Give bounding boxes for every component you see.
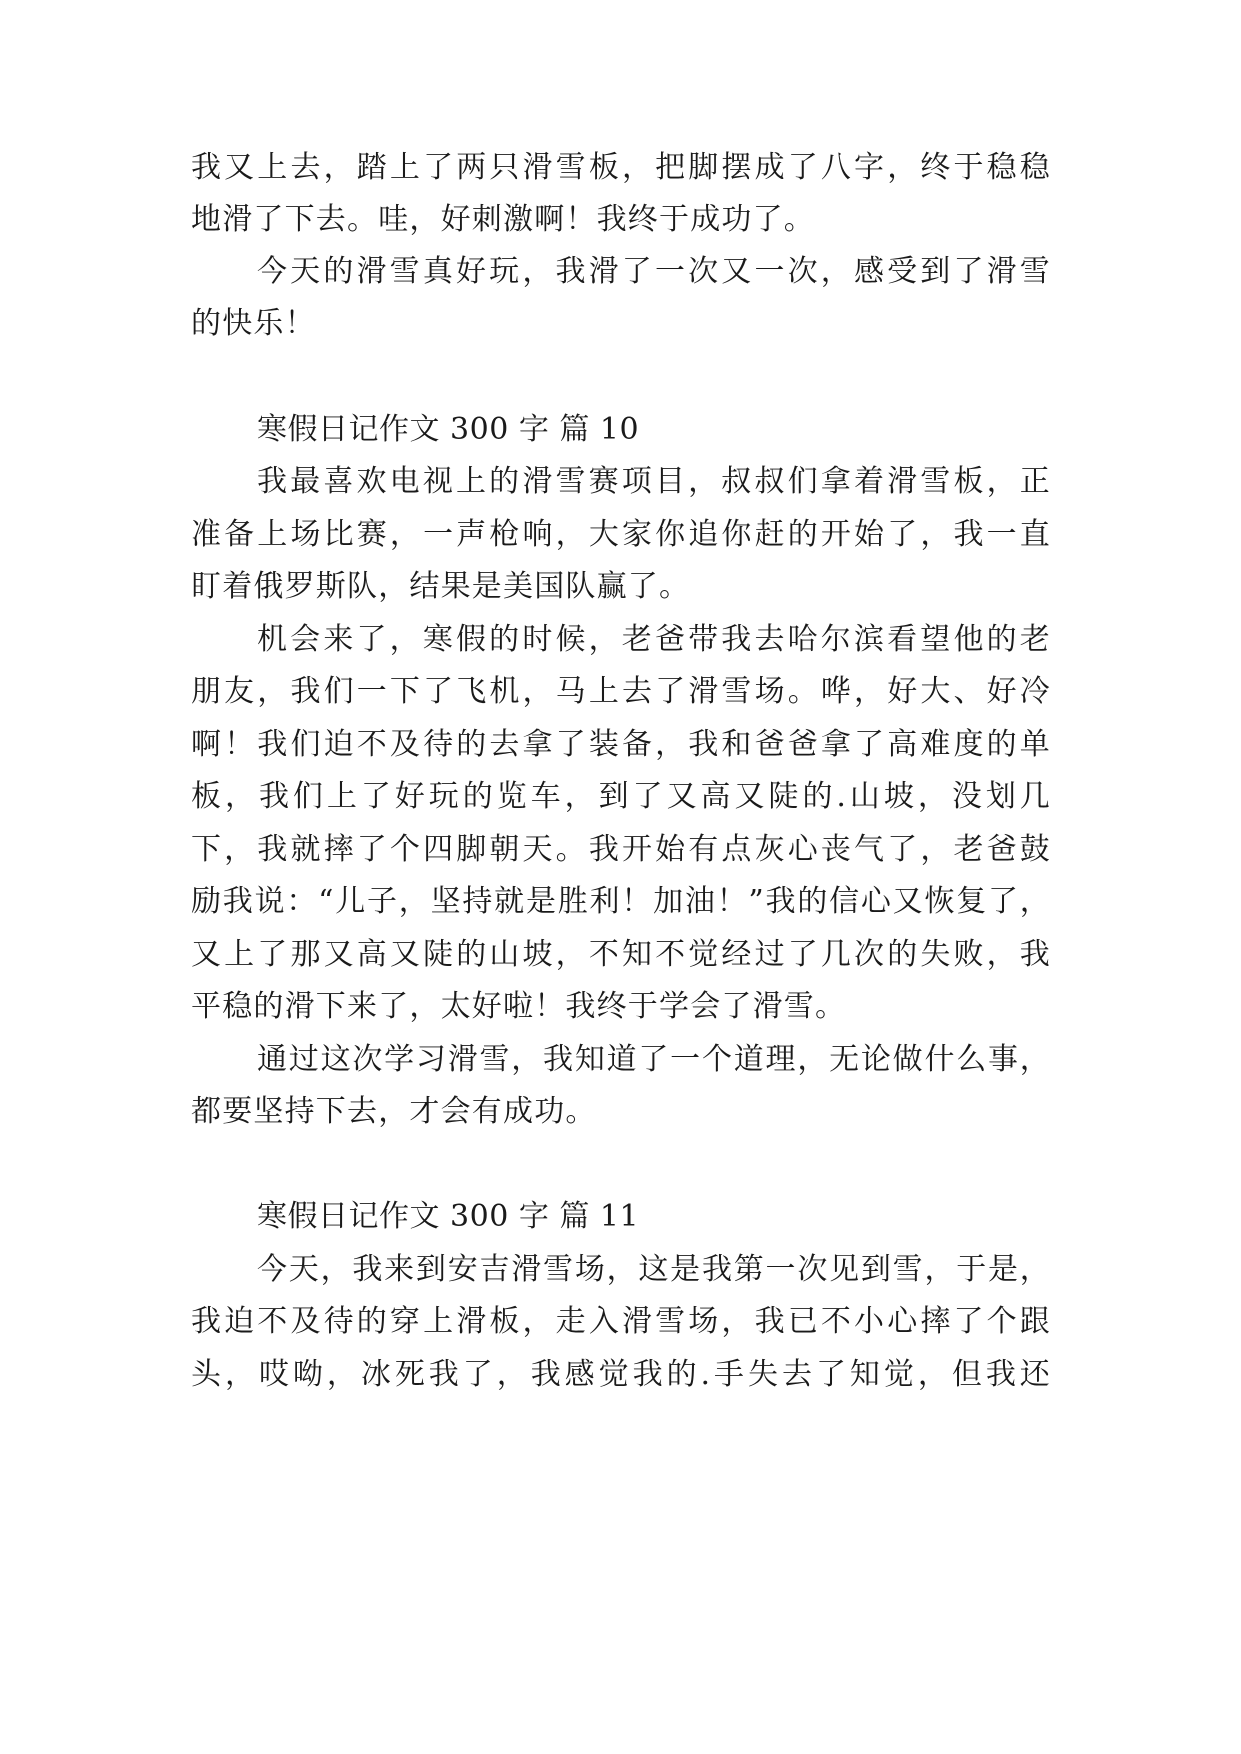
paragraph-line: 又上了那又高又陡的山坡，不知不觉经过了几次的失败，我 [191,937,1051,972]
paragraph-line: 今天的滑雪真好玩，我滑了一次又一次，感受到了滑雪 [257,254,1051,289]
paragraph-line: 通过这次学习滑雪，我知道了一个道理，无论做什么事， [257,1042,1051,1077]
paragraph-line: 板，我们上了好玩的览车，到了又高又陡的.山坡，没划几 [191,779,1051,814]
paragraph-line: 的快乐！ [191,306,316,341]
paragraph-line: 我迫不及待的穿上滑板，走入滑雪场，我已不小心摔了个跟 [191,1304,1051,1339]
paragraph-line: 我最喜欢电视上的滑雪赛项目，叔叔们拿着滑雪板，正 [257,464,1051,499]
paragraph-line: 机会来了，寒假的时候，老爸带我去哈尔滨看望他的老 [257,622,1051,657]
paragraph-line: 头，哎呦，冰死我了，我感觉我的.手失去了知觉，但我还 [191,1357,1051,1392]
section-heading: 寒假日记作文 300 字 篇 11 [257,1199,640,1234]
paragraph-line: 地滑了下去。哇，好刺激啊！我终于成功了。 [191,202,815,237]
paragraph-line: 励我说：“儿子，坚持就是胜利！加油！”我的信心又恢复了， [191,884,1051,919]
paragraph-line: 准备上场比赛，一声枪响，大家你追你赶的开始了，我一直 [191,517,1051,552]
paragraph-line: 今天，我来到安吉滑雪场，这是我第一次见到雪，于是， [257,1252,1051,1287]
paragraph-line: 下，我就摔了个四脚朝天。我开始有点灰心丧气了，老爸鼓 [191,832,1051,867]
paragraph-line: 都要坚持下去，才会有成功。 [191,1094,597,1129]
paragraph-line: 盯着俄罗斯队，结果是美国队赢了。 [191,569,691,604]
paragraph-line: 啊！我们迫不及待的去拿了装备，我和爸爸拿了高难度的单 [191,727,1051,762]
section-heading: 寒假日记作文 300 字 篇 10 [257,412,640,447]
paragraph-line: 朋友，我们一下了飞机，马上去了滑雪场。哗，好大、好冷 [191,674,1051,709]
paragraph-line: 我又上去，踏上了两只滑雪板，把脚摆成了八字，终于稳稳 [191,150,1051,185]
paragraph-line: 平稳的滑下来了，太好啦！我终于学会了滑雪。 [191,989,847,1024]
